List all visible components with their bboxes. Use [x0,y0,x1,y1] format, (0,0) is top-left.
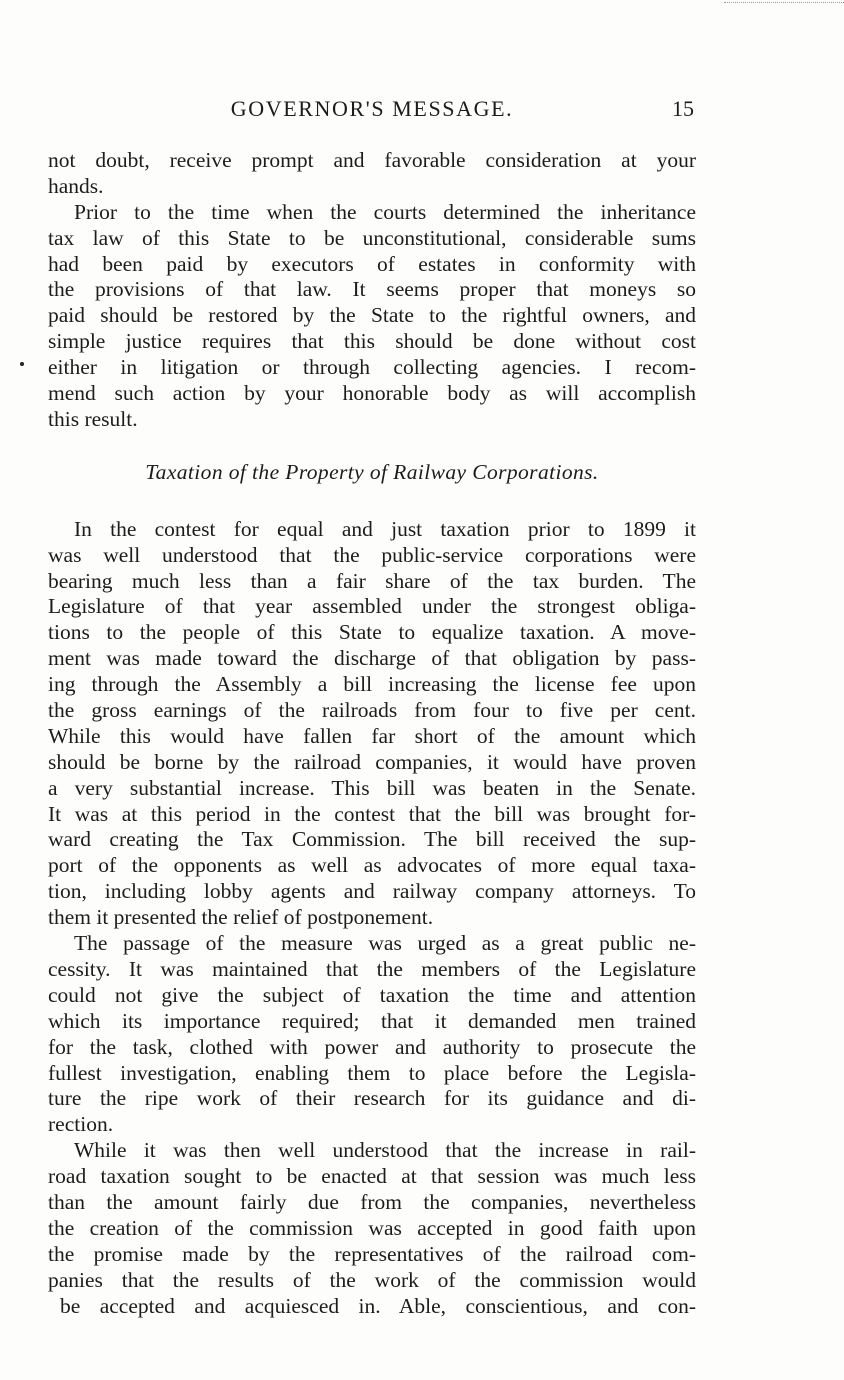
text-line: either in litigation or through collecting agencies. I recom- [48,355,696,380]
text-line: be accepted and acquiesced in. Able, conscientious, and con- [60,1293,696,1318]
text-line: paid should be restored by the State to the rightful owners, and [48,303,696,328]
text-line: panies that the results of the work of the commission would [48,1267,696,1292]
text-line: could not give the subject of taxation the time and attention [48,982,696,1007]
text-line: them it presented the relief of postponement. [48,905,434,930]
paragraph-continuation [48,148,696,200]
text-line: was well understood that the public-service corporations were [48,542,696,567]
text-line: this result. [48,406,138,431]
text-line: The passage of the measure was urged as a great public ne- [74,931,696,956]
body-text [48,148,696,1319]
text-line: the gross earnings of the railroads from four to five per cent. [48,698,696,723]
scan-edge-rule [724,2,844,3]
text-line: cessity. It was maintained that the members of the Legislature [48,956,696,981]
page-header [48,96,696,126]
paragraph-railroad-taxation [48,1138,696,1319]
text-line: While it was then well understood that the increase in rail- [74,1138,696,1163]
text-line: a very substantial increase. This bill was beaten in the Senate. [48,775,696,800]
paragraph-inheritance-tax [48,200,696,433]
text-line: Prior to the time when the courts determined the inheritance [74,199,696,224]
text-line: Legislature of that year assembled under the strongest obliga- [48,594,696,619]
text-line: simple justice requires that this should be done without cost [48,329,696,354]
text-line: should be borne by the railroad companies, it would have proven [48,749,696,774]
text-line: ward creating the Tax Commission. The bill received the sup- [48,827,696,852]
paragraph-public-necessity [48,931,696,1138]
text-line: not doubt, receive prompt and favorable consideration at your [48,148,696,172]
text-line: tions to the people of this State to equalize taxation. A move- [48,620,696,645]
text-line: port of the opponents as well as advocates of more equal taxa- [48,853,696,878]
text-line: fullest investigation, enabling them to place before the Legisla- [48,1060,696,1085]
page-number: 15 [672,96,694,121]
paragraph-contest-equal-taxation [48,517,696,931]
text-line: While this would have fallen far short of the amount which [48,723,696,748]
text-line: tion, including lobby agents and railway company attorneys. To [48,879,696,904]
text-line: It was at this period in the contest that the bill was brought for- [48,801,696,826]
text-line: the promise made by the representatives of the railroad com- [48,1241,696,1266]
text-line: which its importance required; that it demanded men trained [48,1008,696,1033]
text-line: than the amount fairly due from the companies, nevertheless [48,1189,696,1214]
text-line: ing through the Assembly a bill increasing the license fee upon [48,672,696,697]
text-line: road taxation sought to be enacted at that session was much less [48,1164,696,1189]
text-line: for the task, clothed with power and authority to prosecute the [48,1034,696,1059]
text-line: had been paid by executors of estates in conformity with [48,251,696,276]
running-head-title: GOVERNOR'S MESSAGE. [230,96,514,121]
text-line: hands. [48,173,104,198]
text-line: bearing much less than a fair share of the tax burden. The [48,568,696,593]
text-line: the provisions of that law. It seems proper that moneys so [48,277,696,302]
section-heading: Taxation of the Property of Railway Corporations. [145,459,599,484]
text-line: the creation of the commission was accepted in good faith upon [48,1215,696,1240]
text-line: mend such action by your honorable body as will accomplish [48,381,696,406]
margin-dot-mark [20,362,24,366]
text-line: In the contest for equal and just taxation prior to 1899 it [74,516,696,541]
text-line: ment was made toward the discharge of that obligation by pass- [48,646,696,671]
text-line: ture the ripe work of their research for its guidance and di- [48,1086,696,1111]
text-line: tax law of this State to be unconstitutional, considerable sums [48,225,696,250]
text-line: rection. [48,1112,114,1137]
